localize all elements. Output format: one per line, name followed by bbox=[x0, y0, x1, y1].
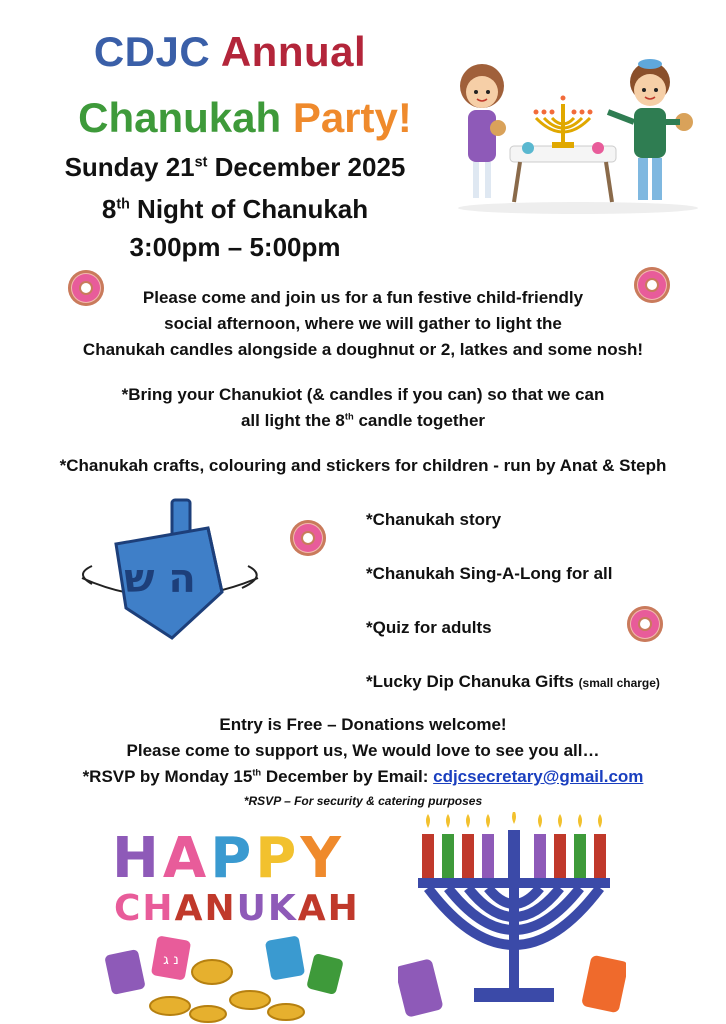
title-word-party: Party! bbox=[292, 94, 412, 141]
chanukah-text: CHANUKAH bbox=[114, 888, 360, 929]
activity-story: *Chanukah story bbox=[366, 510, 502, 529]
activity-lucky-dip-note: (small charge) bbox=[578, 676, 660, 690]
event-date-sup: st bbox=[194, 154, 208, 171]
event-time: 3:00pm – 5:00pm bbox=[129, 232, 341, 262]
doughnut-icon bbox=[627, 606, 663, 642]
bring-chanukiot-paragraph bbox=[0, 382, 726, 434]
bring-line-2 bbox=[0, 408, 726, 434]
event-night-number: 8 bbox=[101, 194, 117, 224]
bring-line-2-end: candle together bbox=[358, 411, 486, 430]
rsvp-date: *RSVP by Monday 15 bbox=[82, 767, 253, 786]
event-night-text: Night of Chanukah bbox=[137, 194, 369, 224]
dreidels-and-coins-illustration bbox=[100, 934, 350, 1024]
event-night-sup: th bbox=[116, 196, 130, 213]
bring-line-1: *Bring your Chanukiot (& candles if you can) so that we can bbox=[121, 385, 605, 404]
rsvp-note: *RSVP – For security & catering purposes bbox=[243, 794, 483, 808]
activity-lucky-dip bbox=[366, 672, 660, 692]
entry-free-line: Entry is Free – Donations welcome! bbox=[219, 715, 507, 734]
intro-line-1: Please come and join us for a fun festive child-friendly bbox=[142, 288, 584, 307]
doughnut-icon bbox=[290, 520, 326, 556]
menorah-illustration bbox=[398, 812, 626, 1024]
title-line-2 bbox=[0, 94, 490, 142]
kids-lighting-menorah-illustration bbox=[448, 48, 710, 216]
title-line-1 bbox=[0, 28, 460, 76]
intro-line-2: social afternoon, where we will gather to light the bbox=[164, 314, 562, 333]
event-date-month: December 2025 bbox=[214, 152, 406, 182]
title-word-cdjc: CDJC bbox=[93, 28, 211, 75]
event-date-day: Sunday 21 bbox=[64, 152, 195, 182]
rsvp-line bbox=[0, 764, 726, 790]
bring-line-2-sup: th bbox=[344, 411, 354, 422]
event-date bbox=[0, 152, 470, 183]
rsvp-email-link[interactable]: cdjcsecretary@gmail.com bbox=[433, 767, 644, 786]
happy-text: HAPPY bbox=[112, 826, 345, 891]
activity-singalong: *Chanukah Sing-A-Long for all bbox=[366, 564, 613, 583]
rsvp-date-sup: th bbox=[252, 767, 262, 778]
dreidel-letters: ה ש bbox=[124, 556, 196, 602]
intro-paragraph bbox=[0, 285, 726, 363]
crafts-line: *Chanukah crafts, colouring and stickers for children - run by Anat & Steph bbox=[59, 456, 667, 475]
intro-line-3: Chanukah candles alongside a doughnut or 2, latkes and some nosh! bbox=[82, 340, 644, 359]
activity-quiz: *Quiz for adults bbox=[366, 618, 492, 637]
event-night bbox=[0, 194, 470, 225]
title-word-annual: Annual bbox=[220, 28, 367, 75]
activity-lucky-dip-label: *Lucky Dip Chanuka Gifts bbox=[366, 672, 574, 691]
support-line: Please come to support us, We would love to see you all… bbox=[126, 741, 600, 760]
title-word-chanukah: Chanukah bbox=[78, 94, 282, 141]
rsvp-text: December by Email: bbox=[265, 767, 429, 786]
small-dreidel-letters: נ ג bbox=[163, 952, 179, 968]
spinning-dreidel-illustration bbox=[72, 496, 268, 644]
bring-line-2-start: all light the 8 bbox=[240, 411, 345, 430]
